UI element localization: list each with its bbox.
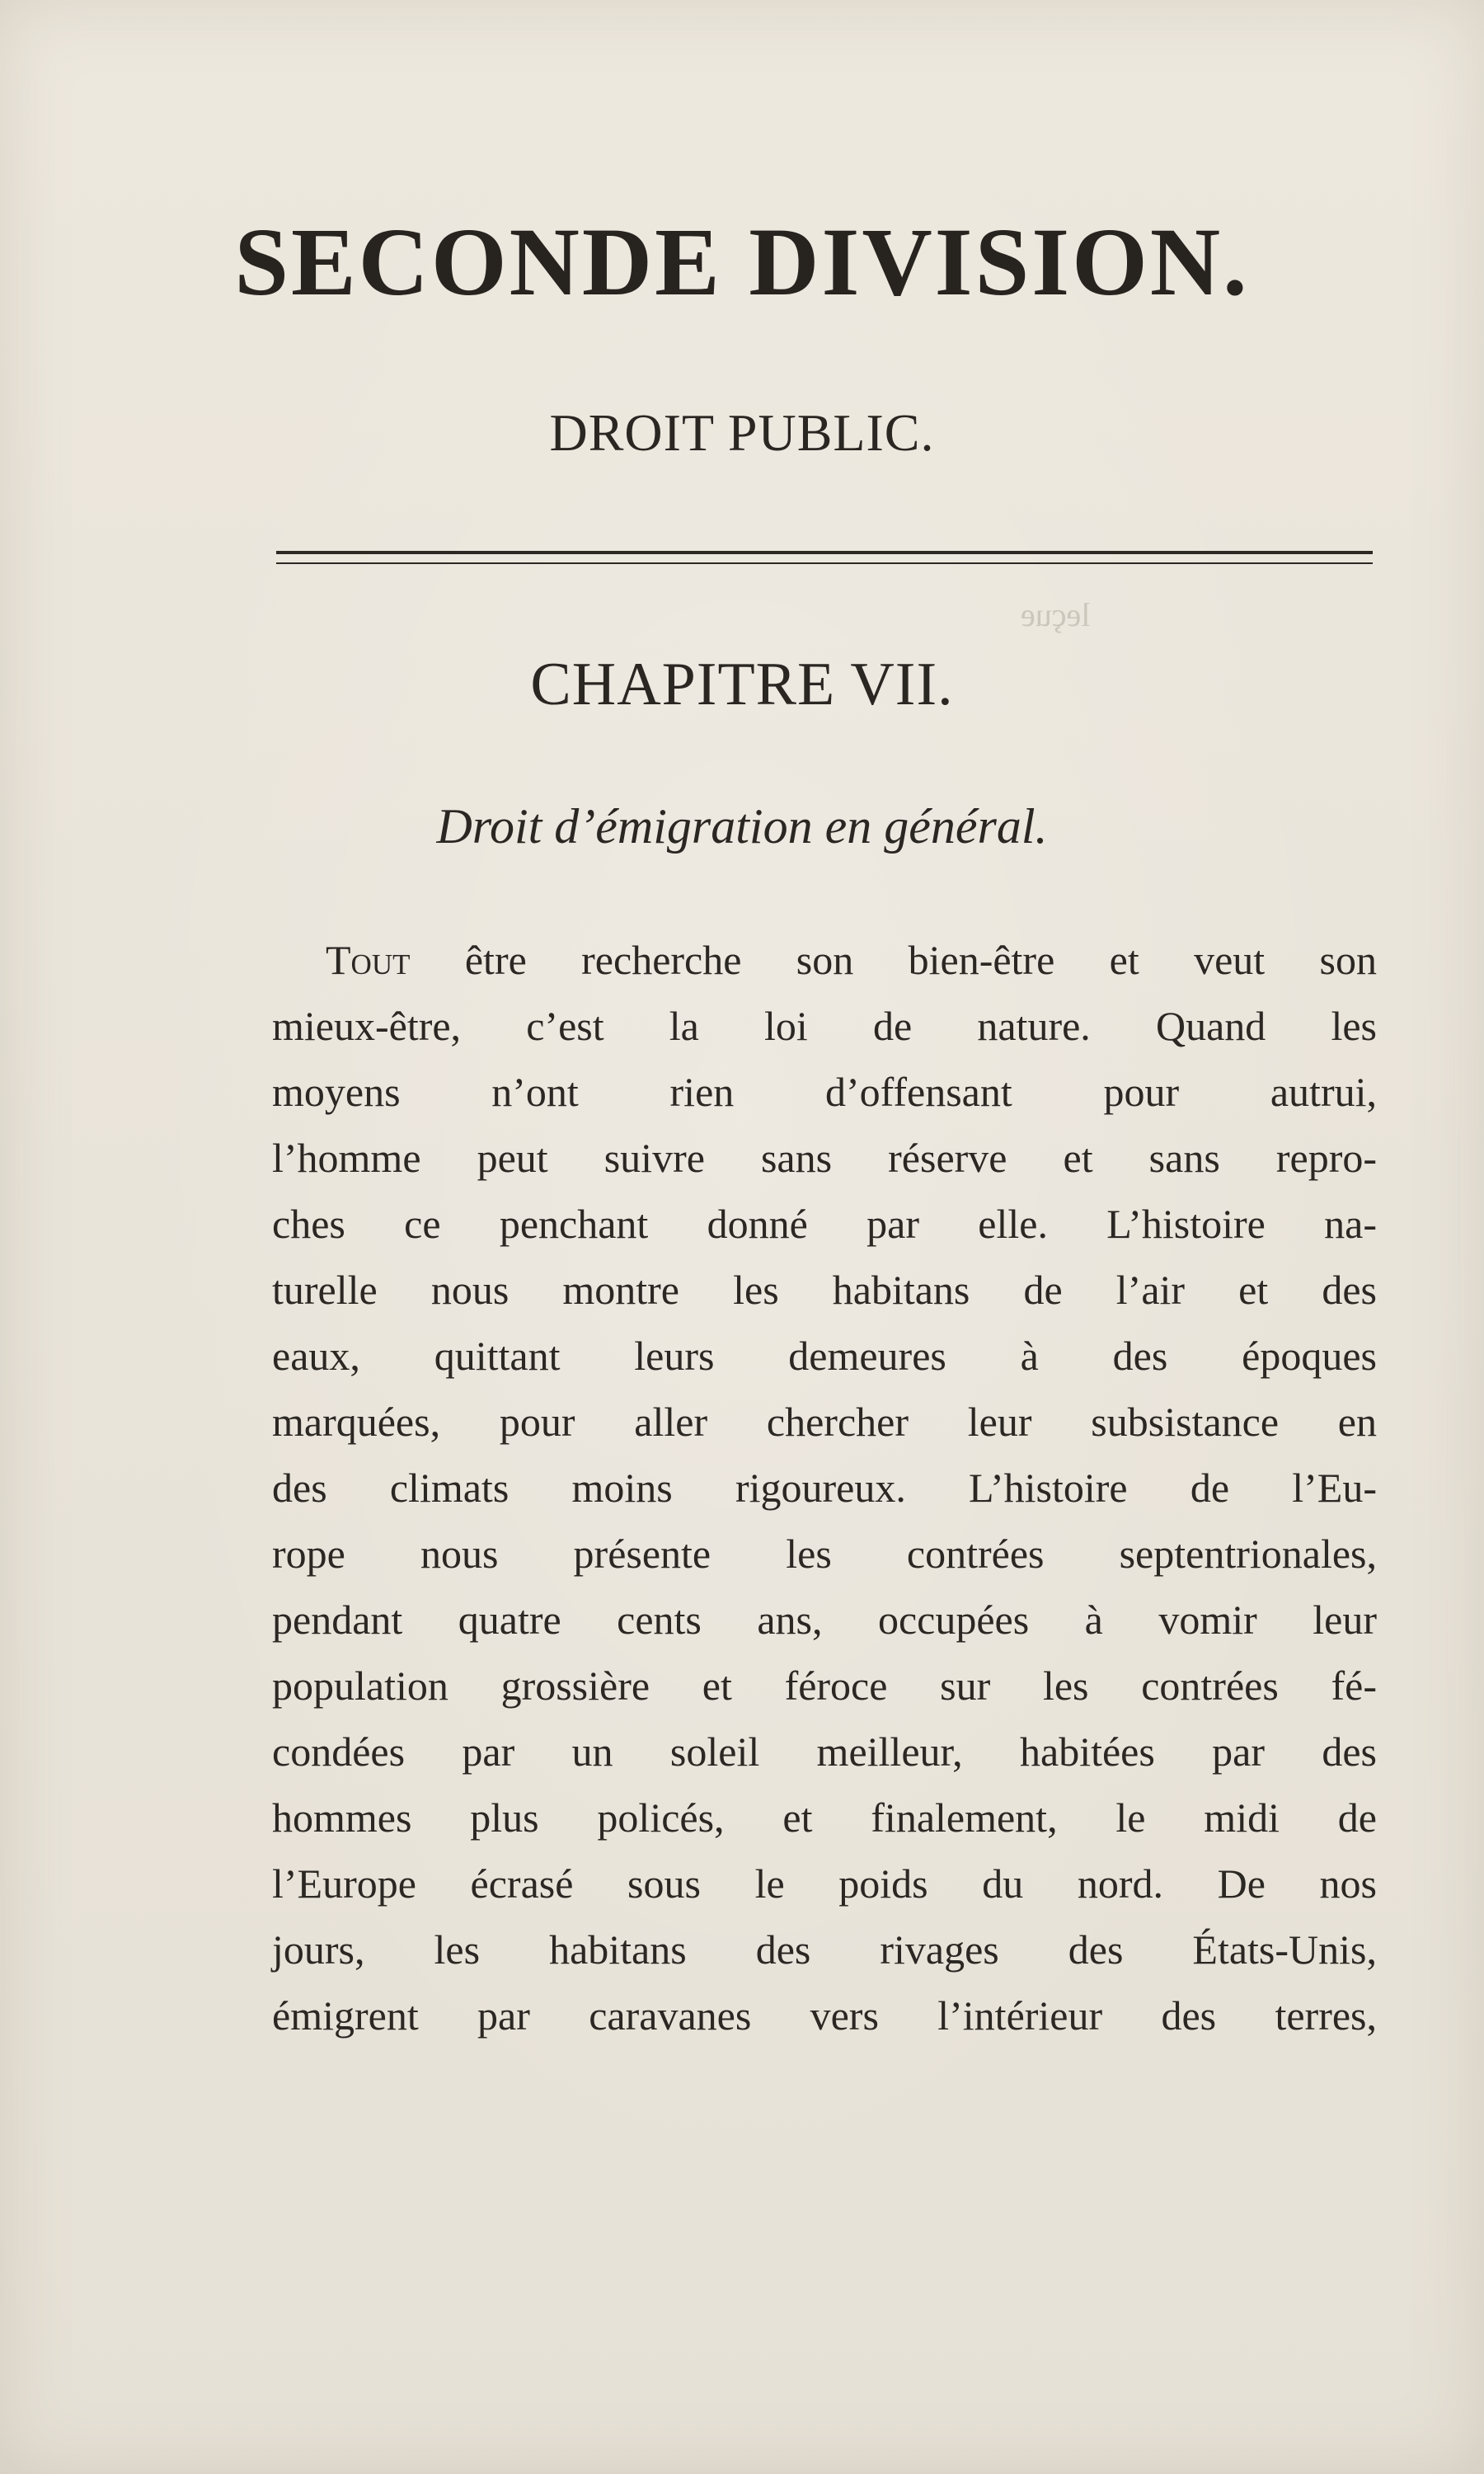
text-line: rope nous présente les contrées septentrionales, — [272, 1531, 1377, 1577]
body-paragraph — [272, 927, 1377, 2048]
text-line: marquées, pour aller chercher leur subsistance en — [272, 1399, 1377, 1445]
text-line: l’Europe écrasé sous le poids du nord. De nos — [272, 1860, 1377, 1907]
text-line — [272, 927, 1377, 993]
text-line: moyens n’ont rien d’offensant pour autrui, — [272, 1069, 1377, 1115]
section-title: DROIT PUBLIC. — [549, 403, 935, 462]
text-line: jours, les habitans des rivages des États-Unis, — [272, 1926, 1377, 1973]
initial-word: Tout — [326, 937, 411, 983]
division-title: SECONDE DIVISION. — [234, 208, 1250, 316]
text-line: ches ce penchant donné par elle. L’histoire na- — [272, 1201, 1377, 1247]
text-line: pendant quatre cents ans, occupées à vomir leur — [272, 1597, 1377, 1643]
double-rule-divider — [276, 551, 1373, 564]
text-line: émigrent par caravanes vers l’intérieur des terres, — [272, 1992, 1377, 2039]
chapter-subtitle: Droit d’émigration en général. — [436, 799, 1048, 854]
text-line: eaux, quittant leurs demeures à des époques — [272, 1333, 1377, 1379]
text-line: hommes plus policés, et finalement, le midi de — [272, 1794, 1377, 1841]
text-line: condées par un soleil meilleur, habitées par des — [272, 1729, 1377, 1775]
bleed-through-mark: leçue — [1021, 596, 1091, 633]
chapter-title: CHAPITRE VII. — [530, 651, 954, 718]
text-line: des climats moins rigoureux. L’histoire de l’Eu- — [272, 1465, 1377, 1511]
text-line: turelle nous montre les habitans de l’air et des — [272, 1267, 1377, 1313]
text-line: l’homme peut suivre sans réserve et sans repro- — [272, 1135, 1377, 1181]
text-line: population grossière et féroce sur les contrées fé- — [272, 1663, 1377, 1709]
text-line: mieux-être, c’est la loi de nature. Quand les — [272, 1003, 1377, 1049]
first-line-text: être recherche son bien-être et veut son — [464, 937, 1378, 983]
